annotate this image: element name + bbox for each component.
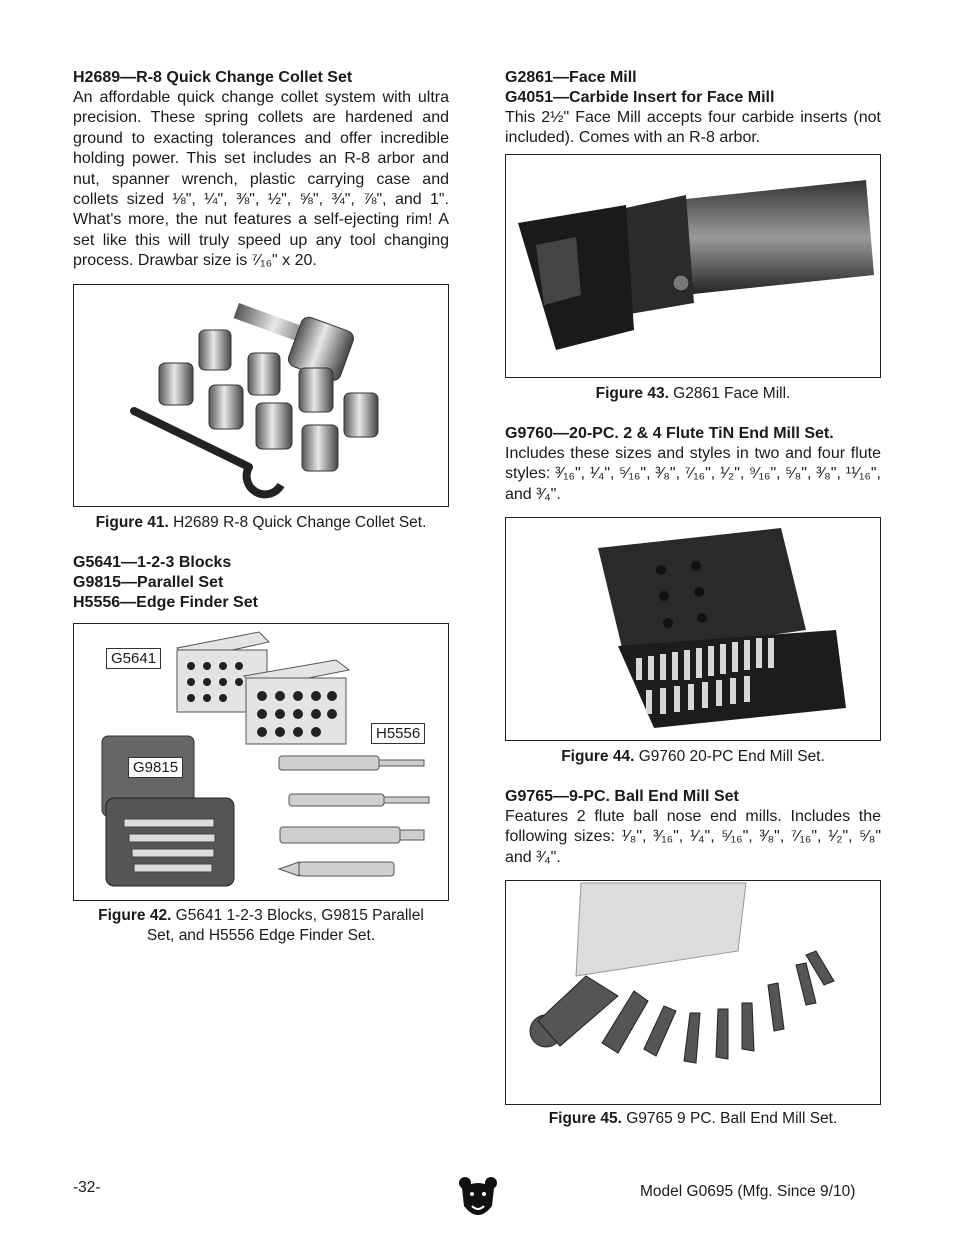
label-g5641: G5641 — [106, 648, 161, 669]
figure-44-caption: Figure 44. G9760 20-PC End Mill Set. — [561, 748, 825, 766]
section-body-g2861: This 2½" Face Mill accepts four carbide inserts (not included). Comes with an R-8 arbor. — [505, 109, 881, 147]
section-heading-g5641: G5641—1-2-3 Blocks — [73, 553, 232, 571]
section-heading-h5556: H5556—Edge Finder Set — [73, 593, 258, 611]
section-body-g9765: Features 2 flute ball nose end mills. Includes the following sizes: ¹⁄₈", ³⁄₁₆", ¹⁄₄", ⁵⁄₁₆", ³⁄₈", ⁷⁄₁₆", ¹⁄₂", ⁵⁄₈" and ³⁄₄". — [505, 808, 881, 866]
figure-45-image — [505, 880, 881, 1105]
section-heading-g9760: G9760—20-PC. 2 & 4 Flute TiN End Mill Set. — [505, 424, 834, 442]
page-number: -32- — [73, 1179, 101, 1196]
figure-41-image — [73, 284, 449, 507]
figure-44-image — [505, 517, 881, 741]
label-h5556: H5556 — [371, 723, 425, 744]
figure-42-caption: Figure 42. G5641 1-2-3 Blocks, G9815 Parallel Set, and H5556 Edge Finder Set. — [98, 906, 424, 944]
figure-43-caption: Figure 43. G2861 Face Mill. — [595, 384, 791, 402]
section-heading-g4051: G4051—Carbide Insert for Face Mill — [505, 89, 775, 106]
label-g9815: G9815 — [128, 757, 183, 778]
section-heading-h2689: H2689—R-8 Quick Change Collet Set — [73, 69, 353, 86]
section-heading-g2861: G2861—Face Mill — [505, 69, 637, 86]
section-heading-g9765: G9765—9-PC. Ball End Mill Set — [505, 788, 739, 806]
figure-43-image — [505, 154, 881, 378]
section-body-h2689: An affordable quick change collet system with ultra precision. These spring collets are hardened and ground to exacting tolerances and offer incredible holding power. This set includes an R-8 arbor and nut, spanner wrench, plastic carrying case and collets sized ⅛", ¼", ⅜", ½", ⅝", ¾", ⅞", and 1". What's more, the nut features a self-ejecting rim! A set like this will truly speed up any tool changing process. Drawbar size is ⁷⁄₁₆" x 20. — [73, 89, 449, 270]
section-heading-g9815: G9815—Parallel Set — [73, 573, 224, 591]
figure-41-caption: Figure 41. H2689 R-8 Quick Change Collet Set. — [95, 513, 427, 531]
figure-45-caption: Figure 45. G9765 9 PC. Ball End Mill Set. — [548, 1110, 838, 1128]
right-column — [505, 68, 881, 1129]
left-column — [73, 68, 449, 946]
bear-logo-icon — [458, 1176, 498, 1222]
section-body-g9760: Includes these sizes and styles in two and four flute styles: ³⁄₁₆", ¹⁄₄", ⁵⁄₁₆", ³⁄₈", ⁷⁄₁₆", ¹⁄₂", ⁹⁄₁₆", ⁵⁄₈", ³⁄₈", ¹¹⁄₁₆", and ³⁄₄". — [505, 444, 881, 503]
figure-42-image — [73, 623, 449, 901]
model-footer: Model G0695 (Mfg. Since 9/10) — [640, 1183, 856, 1200]
